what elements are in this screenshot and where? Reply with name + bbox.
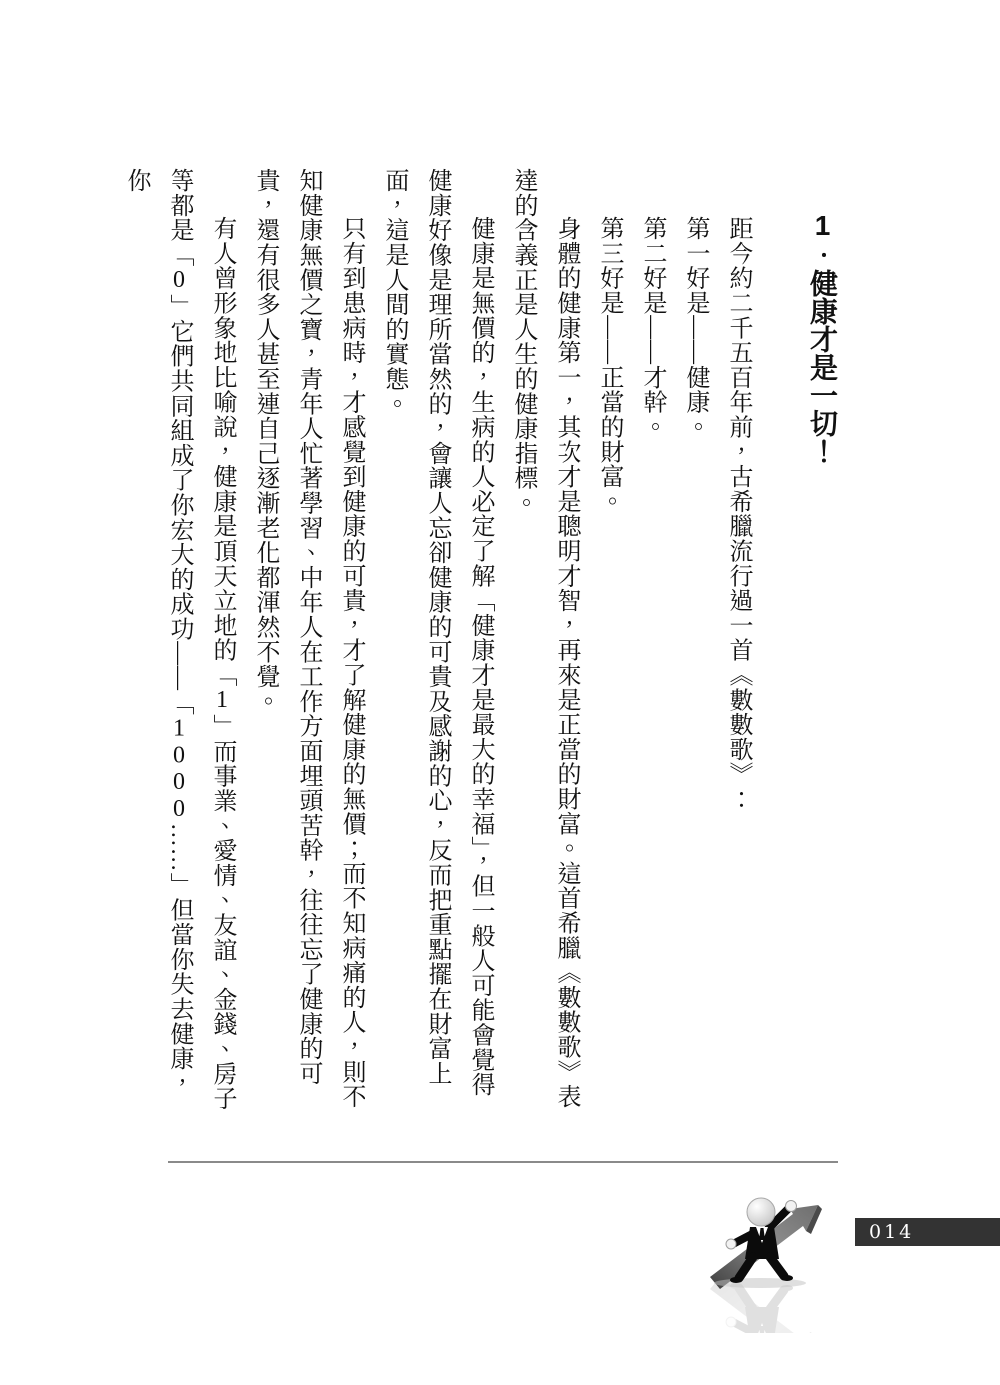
- page-number: 014: [869, 1221, 915, 1243]
- page-number-badge: [855, 1218, 1000, 1246]
- footer-divider-line: [168, 1161, 838, 1163]
- poem-line-3: 第三好是——正當的財富。: [596, 216, 622, 514]
- poem-line-2: 第二好是——才幹。: [639, 216, 665, 440]
- poem-line-1: 第一好是——健康。: [682, 216, 708, 440]
- chapter-title: 1．健康才是一切！: [807, 210, 838, 465]
- businessman-rising-arrow-icon: [700, 1183, 850, 1333]
- paragraph-body-2: 健康是無價的，生病的人必定了解「健康才是最大的幸福」，但一般人可能會覺得健康好像是理所當然的，會讓人忘卻健康的可貴及感謝的心，反而把重點擺在財富上面，這是人間的實態。: [381, 168, 493, 1097]
- paragraph-intro: 距今約二千五百年前，古希臘流行過一首《數數歌》：: [725, 216, 751, 812]
- vertical-text-block: [114, 168, 837, 1112]
- paragraph-body-1: 身體的健康第一，其次才是聰明才智，再來是正當的財富。這首希臘《數數歌》表達的含義正是人生的健康指標。: [510, 168, 579, 1109]
- paragraph-body-4: 有人曾形象地比喻說，健康是頂天立地的「1」而事業、愛情、友誼、金錢、房子等都是「0」它們共同組成了你宏大的成功——「1000……」但當你失去健康，你: [123, 168, 235, 1111]
- paragraph-body-3: 只有到患病時，才感覺到健康的可貴，才了解健康的無價；而不知病痛的人，則不知健康無價之寶，青年人忙著學習、中年人在工作方面埋頭苦幹，往往忘了健康的可貴，還有很多人甚至連自己逐漸老化都渾然不覺。: [252, 168, 364, 1109]
